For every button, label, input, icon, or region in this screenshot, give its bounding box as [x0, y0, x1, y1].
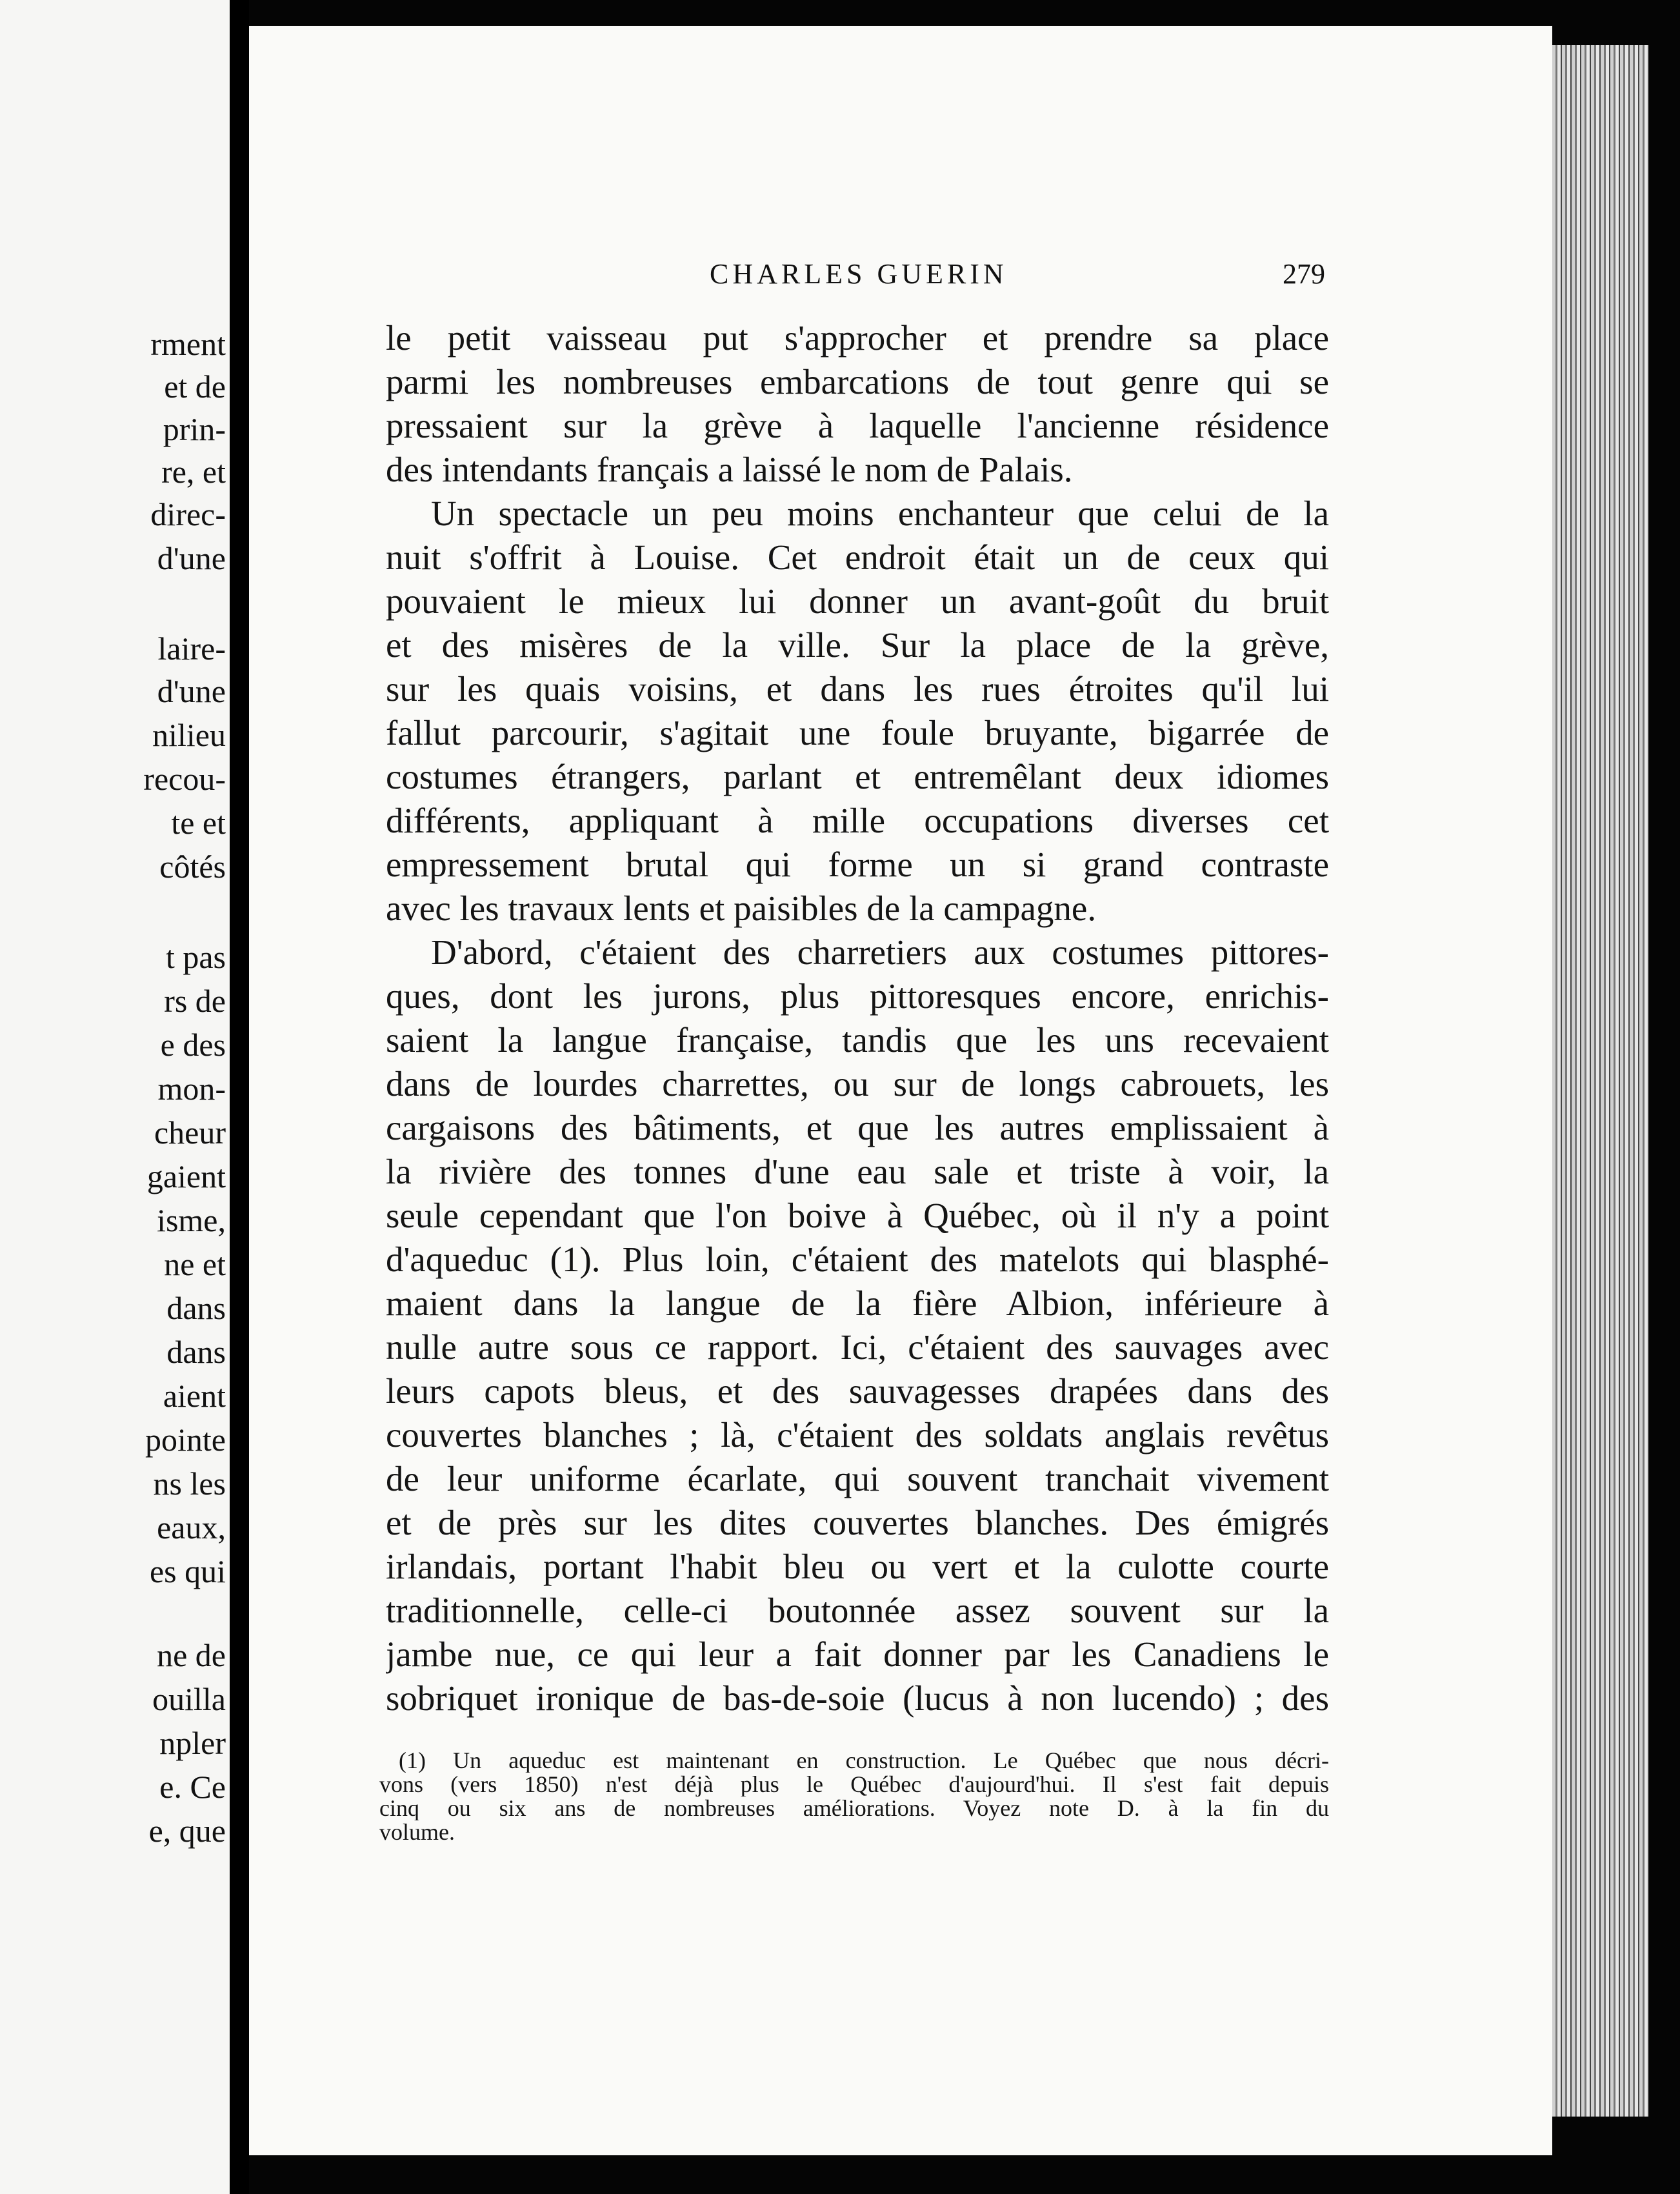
left-page-fragment: eaux,: [157, 1509, 226, 1545]
left-page-fragment: cheur: [154, 1114, 226, 1151]
left-page-fragment: e. Ce: [159, 1769, 226, 1805]
left-page-fragment: es qui: [149, 1553, 226, 1589]
left-page-fragment: aient: [163, 1378, 226, 1414]
footnote: [379, 1749, 1329, 1844]
left-page-fragment: isme,: [157, 1202, 226, 1238]
text-line: maient dans la langue de la fière Albion, inférieure à: [386, 1283, 1329, 1323]
left-page-fragment: recou-: [143, 761, 226, 797]
left-page-fragment: côtés: [159, 849, 226, 885]
text-line: irlandais, portant l'habit bleu ou vert et la culotte courte: [386, 1547, 1329, 1586]
left-page-fragment: nilieu: [152, 717, 226, 753]
left-page-fragment: d'une: [157, 540, 226, 576]
left-page-fragment: rment: [150, 326, 226, 362]
text-line: leurs capots bleus, et des sauvagesses drapées dans des: [386, 1371, 1329, 1411]
text-line: le petit vaisseau put s'approcher et prendre sa place: [386, 318, 1329, 357]
left-page-fragment: pointe: [145, 1422, 226, 1458]
body-text: [386, 316, 1329, 1720]
text-line: et de près sur les dites couvertes blanches. Des émigrés: [386, 1503, 1329, 1542]
text-line: nulle autre sous ce rapport. Ici, c'étaient des sauvages avec: [386, 1327, 1329, 1367]
footnote-line: (1) Un aqueduc est maintenant en construction. Le Québec que nous décri-: [399, 1749, 1329, 1773]
text-line: Un spectacle un peu moins enchanteur que celui de la: [431, 494, 1329, 533]
text-line: d'aqueduc (1). Plus loin, c'étaient des matelots qui blasphé-: [386, 1240, 1329, 1279]
book-gutter: [230, 0, 249, 2194]
text-line: costumes étrangers, parlant et entremêlant deux idiomes: [386, 757, 1329, 796]
left-page-fragment: e, que: [148, 1813, 226, 1849]
left-page-fragment: t pas: [165, 939, 226, 975]
text-line: sobriquet ironique de bas-de-soie (lucus à non lucendo) ; des: [386, 1678, 1329, 1718]
left-page-fragment: prin-: [163, 411, 226, 447]
text-line: différents, appliquant à mille occupations diverses cet: [386, 801, 1329, 840]
left-page-fragment: dans: [166, 1290, 226, 1326]
text-line: seule cependant que l'on boive à Québec, où il n'y a point: [386, 1196, 1329, 1235]
left-page-fragment: ne de: [157, 1637, 226, 1673]
text-line: D'abord, c'étaient des charretiers aux costumes pittores-: [431, 932, 1329, 972]
text-line: fallut parcourir, s'agitait une foule bruyante, bigarrée de: [386, 713, 1329, 752]
page-edges: [1552, 45, 1649, 2117]
left-page-fragment: ne et: [164, 1246, 226, 1282]
text-line: saient la langue française, tandis que les uns recevaient: [386, 1020, 1329, 1060]
text-line: des intendants français a laissé le nom de Palais.: [386, 450, 1073, 489]
page-number: 279: [1283, 258, 1325, 290]
left-page-fragment: ns les: [153, 1465, 226, 1502]
left-page-fragment: npler: [159, 1725, 226, 1761]
left-page-fragment: gaient: [146, 1158, 226, 1194]
text-line: couvertes blanches ; là, c'étaient des soldats anglais revêtus: [386, 1415, 1329, 1454]
left-page-fragment: d'une: [157, 673, 226, 709]
text-line: cargaisons des bâtiments, et que les autres emplissaient à: [386, 1108, 1329, 1147]
text-line: pressaient sur la grève à laquelle l'ancienne résidence: [386, 406, 1329, 445]
text-line: pouvaient le mieux lui donner un avant-goût du bruit: [386, 581, 1329, 621]
text-line: nuit s'offrit à Louise. Cet endroit était un de ceux qui: [386, 538, 1329, 577]
left-page-fragment: dans: [166, 1334, 226, 1370]
text-line: dans de lourdes charrettes, ou sur de longs cabrouets, les: [386, 1064, 1329, 1103]
text-line: empressement brutal qui forme un si grand contraste: [386, 845, 1329, 884]
text-line: sur les quais voisins, et dans les rues étroites qu'il lui: [386, 669, 1329, 709]
footnote-line: vons (vers 1850) n'est déjà plus le Québec d'aujourd'hui. Il s'est fait depuis: [379, 1773, 1329, 1796]
left-page-fragment: rs de: [164, 983, 226, 1019]
text-line: de leur uniforme écarlate, qui souvent tranchait vivement: [386, 1459, 1329, 1498]
left-page: [0, 0, 230, 2194]
left-page-fragment: re, et: [161, 454, 226, 490]
text-line: ques, dont les jurons, plus pittoresques encore, enrichis-: [386, 976, 1329, 1016]
footnote-line: volume.: [379, 1820, 455, 1844]
text-line: la rivière des tonnes d'une eau sale et triste à voir, la: [386, 1152, 1329, 1191]
footnote-line: cinq ou six ans de nombreuses améliorations. Voyez note D. à la fin du: [379, 1796, 1329, 1820]
text-line: avec les travaux lents et paisibles de la campagne.: [386, 889, 1097, 928]
left-page-fragment: et de: [164, 368, 226, 405]
left-page-fragment: mon-: [157, 1071, 226, 1107]
left-page-fragment: ouilla: [152, 1681, 226, 1717]
left-page-fragment: e des: [160, 1027, 226, 1063]
text-line: et des misères de la ville. Sur la place de la grève,: [386, 625, 1329, 665]
text-line: jambe nue, ce qui leur a fait donner par les Canadiens le: [386, 1635, 1329, 1674]
left-page-fragment: laire-: [157, 630, 226, 667]
left-page-fragment: te et: [171, 805, 226, 841]
text-line: parmi les nombreuses embarcations de tout genre qui se: [386, 362, 1329, 401]
running-head: CHARLES GUERIN: [710, 258, 1008, 290]
text-line: traditionnelle, celle-ci boutonnée assez souvent sur la: [386, 1591, 1329, 1630]
left-page-fragment: direc-: [150, 496, 226, 532]
